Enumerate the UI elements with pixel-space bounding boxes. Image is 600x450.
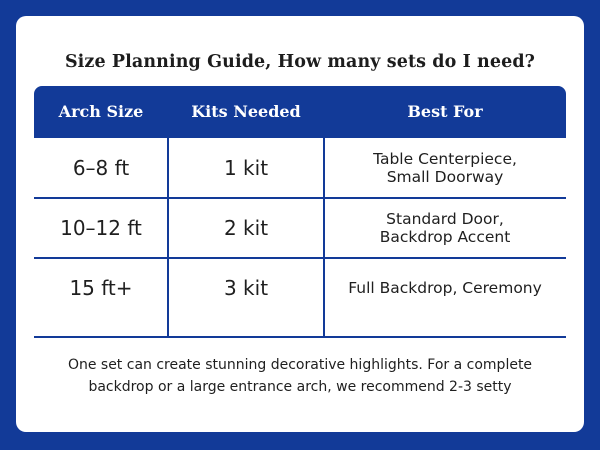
table-bottom-border — [34, 336, 566, 338]
size-guide-card — [16, 16, 584, 432]
best-for-line: Full Backdrop, Ceremony — [348, 279, 542, 297]
page-title: Size Planning Guide, How many sets do I need? — [64, 52, 536, 72]
best-for-cell — [324, 258, 566, 318]
recommendation-note — [36, 354, 564, 398]
row-divider — [34, 197, 566, 199]
best-for-line: Standard Door, — [386, 210, 504, 228]
arch-size-cell: 15 ft+ — [69, 276, 133, 300]
table-row — [34, 138, 566, 198]
header-kits-needed: Kits Needed — [191, 102, 301, 121]
kits-needed-cell: 3 kit — [223, 276, 269, 300]
kits-needed-cell: 1 kit — [223, 156, 269, 180]
arch-size-cell: 10–12 ft — [60, 216, 142, 240]
size-planning-table — [34, 86, 566, 338]
best-for-cell — [324, 198, 566, 258]
column-divider — [323, 138, 325, 338]
best-for-cell — [324, 138, 566, 198]
table-row — [34, 258, 566, 318]
header-arch-size: Arch Size — [58, 102, 144, 121]
note-line: One set can create stunning decorative highlights. For a complete — [67, 357, 533, 373]
best-for-line: Backdrop Accent — [379, 228, 511, 246]
kits-needed-cell: 2 kit — [223, 216, 269, 240]
arch-size-cell: 6–8 ft — [72, 156, 130, 180]
note-line: backdrop or a large entrance arch, we recommend 2-3 setty — [88, 379, 512, 395]
row-divider — [34, 257, 566, 259]
header-best-for: Best For — [407, 102, 483, 121]
best-for-line: Small Doorway — [386, 168, 504, 186]
table-row — [34, 198, 566, 258]
column-divider — [167, 138, 169, 338]
table-header — [34, 86, 566, 138]
best-for-line: Table Centerpiece, — [373, 150, 517, 168]
